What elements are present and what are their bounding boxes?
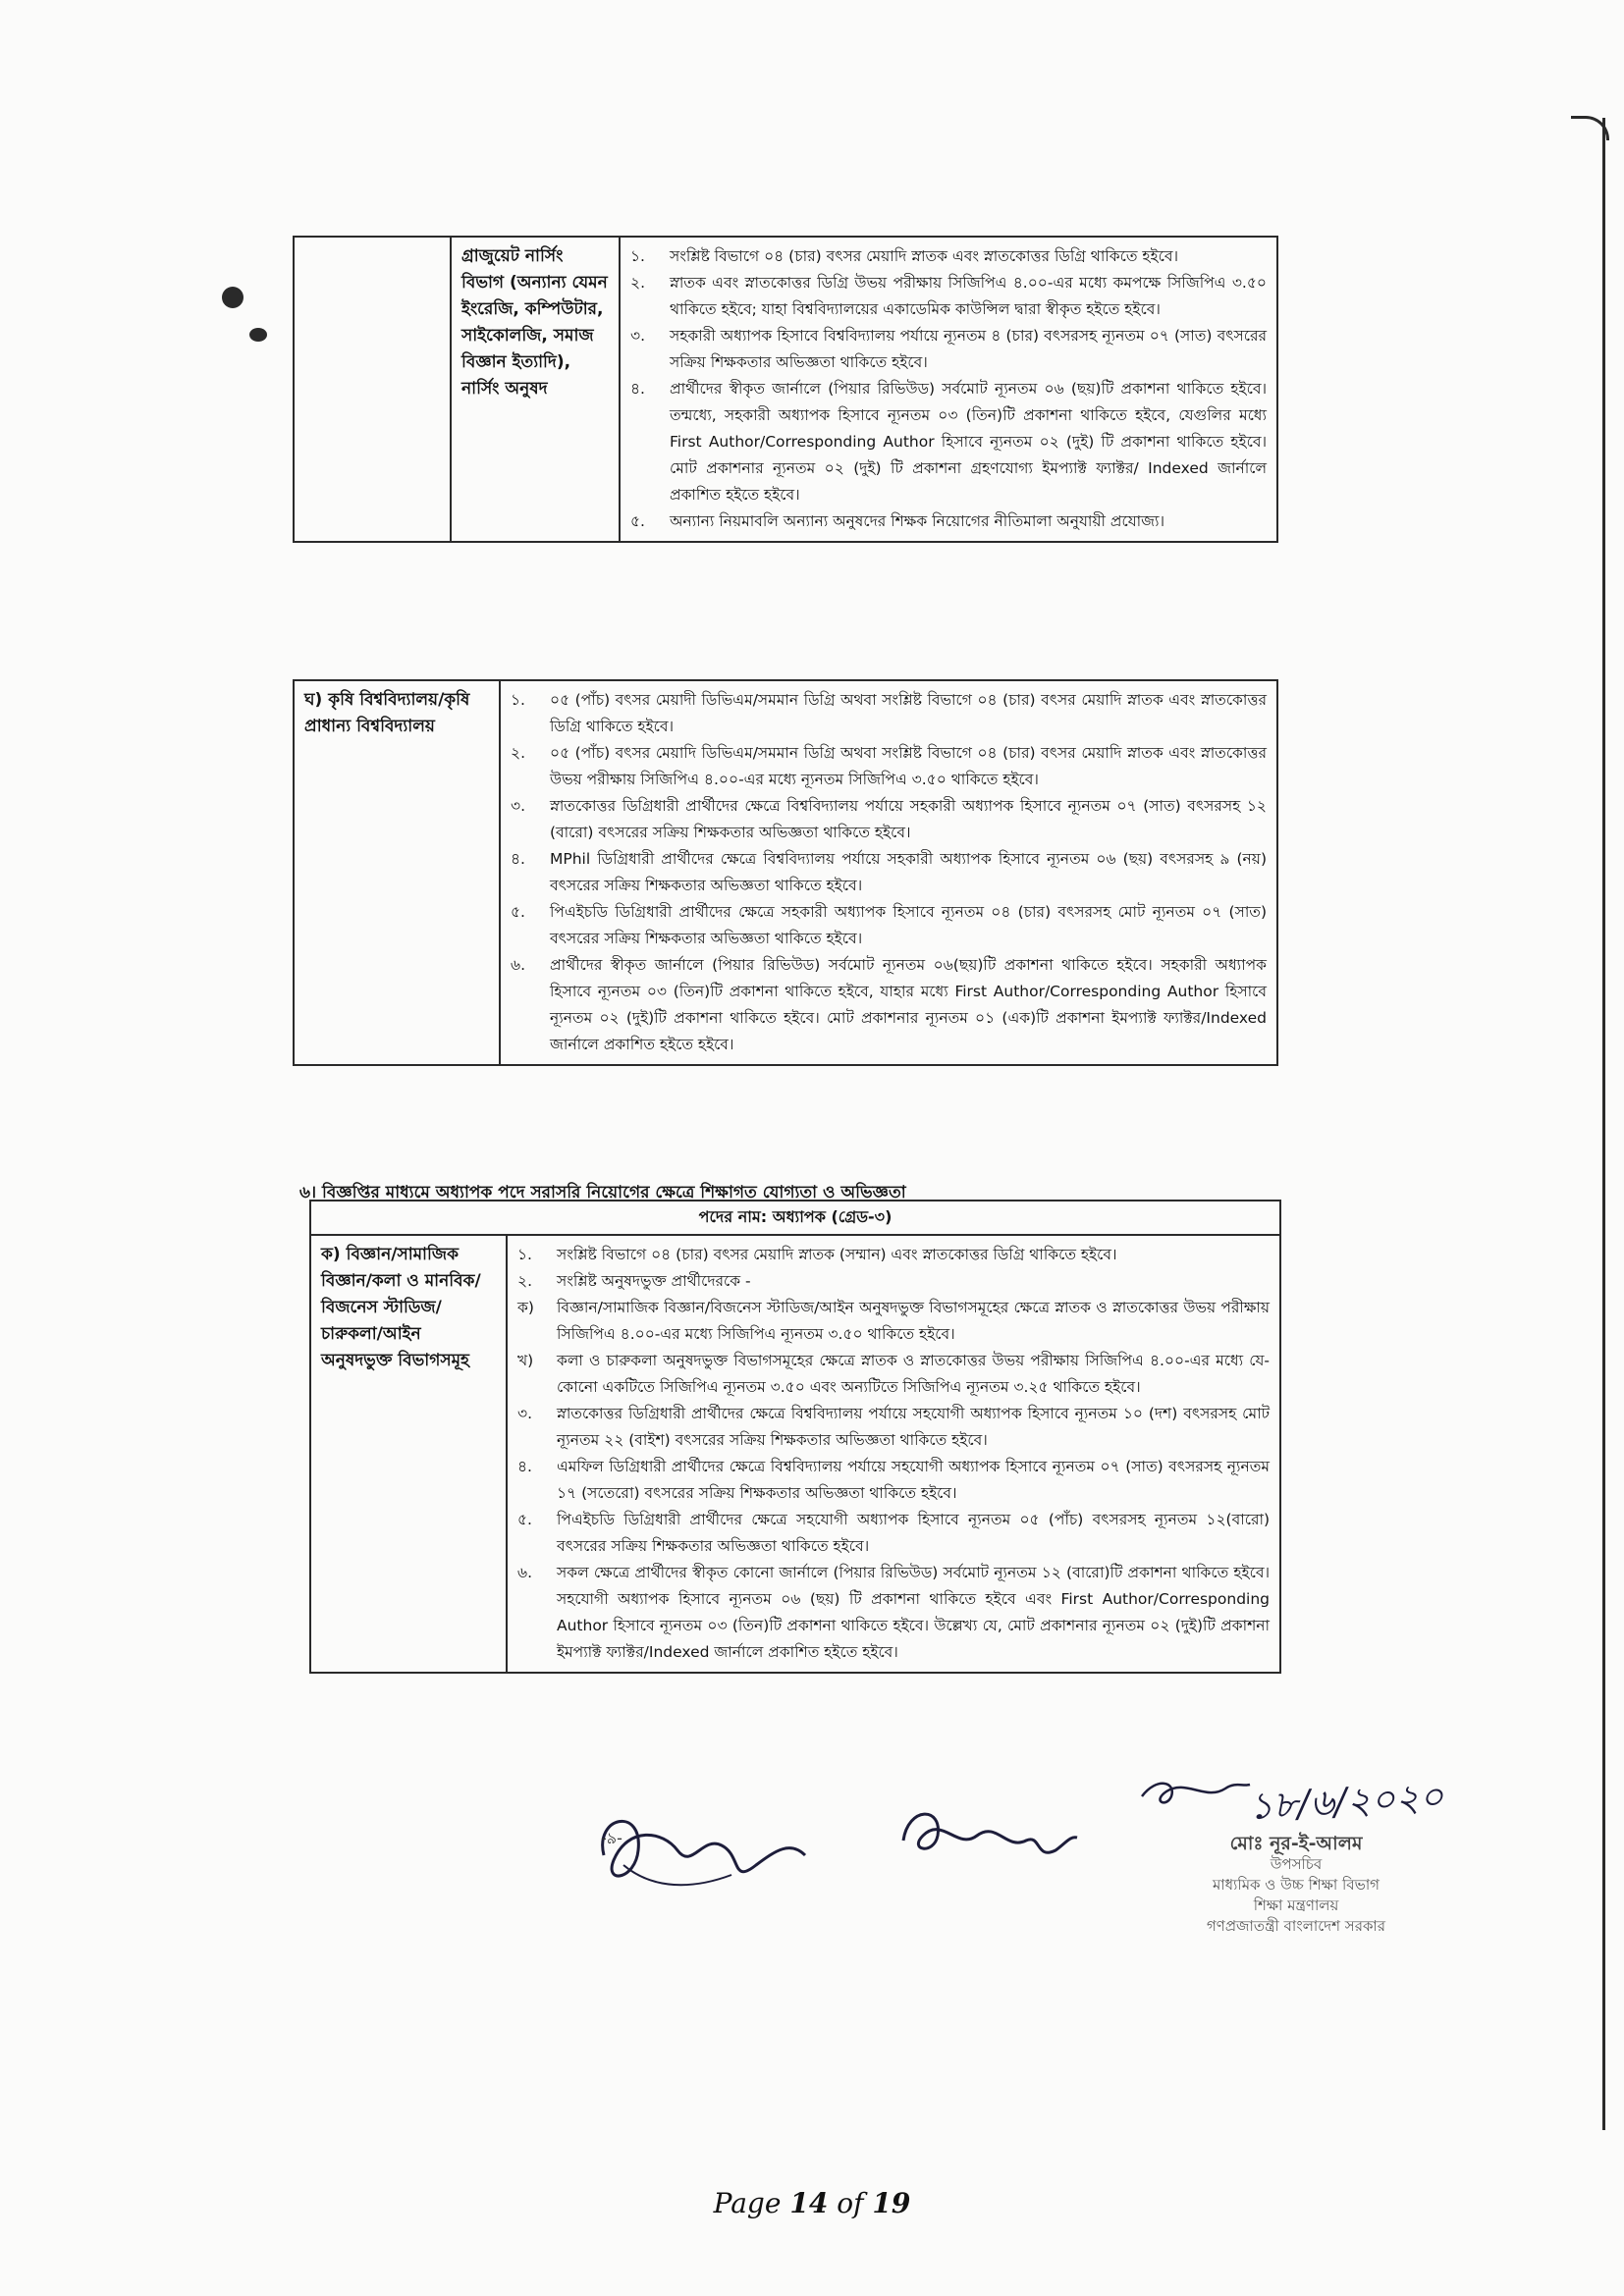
- item-number: ৪.: [630, 380, 645, 398]
- section-heading: ৬। বিজ্ঞপ্তির মাধ্যমে অধ্যাপক পদে সরাসরি নিয়োগের ক্ষেত্রে শিক্ষাগত যোগ্যতা ও অভিজ্ঞতা: [299, 1183, 906, 1202]
- item-number: ৪.: [511, 850, 525, 868]
- signature-right: [1137, 1767, 1255, 1816]
- ink-blot: [249, 328, 267, 342]
- list-item: [630, 508, 1267, 535]
- item-number: ২.: [630, 274, 646, 292]
- item-text: সহকারী অধ্যাপক হিসাবে বিশ্ববিদ্যালয় পর্যায়ে ন্যূনতম ৪ (চার) বৎসরসহ ন্যূনতম ০৭ (সাত) বৎসরের সক্রিয় শিক্ষকতার অভিজ্ঞতা থাকিতে হইবে।: [670, 327, 1267, 371]
- item-text: সংশ্লিষ্ট বিভাগে ০৪ (চার) বৎসর মেয়াদি স্নাতক এবং স্নাতকোত্তর ডিগ্রি থাকিতে হইবে।: [670, 247, 1178, 265]
- category-cell: ক) বিজ্ঞান/সামাজিক বিজ্ঞান/কলা ও মানবিক/ বিজনেস স্টাডিজ/ চারুকলা/আইন অনুষদভুক্ত বিভাগসমূহ: [310, 1235, 507, 1673]
- item-text: পিএইচডি ডিগ্রিধারী প্রার্থীদের ক্ষেত্রে সহযোগী অধ্যাপক হিসাবে ন্যূনতম ০৫ (পাঁচ) বৎসরসহ ন্যূনতম ১২(বারো) বৎসরের সক্রিয় শিক্ষকতার অভিজ্ঞতা থাকিতে হইবে।: [557, 1511, 1271, 1555]
- item-number: ৬.: [511, 956, 526, 974]
- stamp-designation: উপসচিব: [1270, 1855, 1323, 1873]
- list-item: [517, 1507, 1270, 1560]
- item-number: ২.: [511, 744, 526, 762]
- item-number: ১.: [511, 691, 525, 709]
- requirements-cell: [500, 680, 1277, 1065]
- scan-edge-line: [1602, 118, 1605, 2130]
- item-text: কলা ও চারুকলা অনুষদভুক্ত বিভাগসমূহের ক্ষেত্রে স্নাতক ও স্নাতকোত্তর উভয় পরীক্ষায় সিজিপিএ ৪.০০-এর মধ্যে যে-কোনো একটিতে সিজিপিএ ন্যূনতম ৩.৫০ এবং অন্যটিতে সিজিপিএ ন্যূনতম ৩.২৫ থাকিতে হইবে।: [557, 1352, 1271, 1396]
- requirements-list: [630, 243, 1267, 535]
- item-number: ৫.: [630, 512, 645, 530]
- item-text: MPhil ডিগ্রিধারী প্রার্থীদের ক্ষেত্রে বিশ্ববিদ্যালয় পর্যায়ে সহকারী অধ্যাপক হিসাবে ন্যূনতম ০৬ (ছয়) বৎসরসহ ৯ (নয়) বৎসরের সক্রিয় শিক্ষকতার অভিজ্ঞতা থাকিতে হইবে।: [550, 850, 1267, 894]
- list-item: [517, 1401, 1270, 1454]
- list-item: [517, 1295, 1270, 1348]
- requirements-list: [517, 1242, 1270, 1666]
- item-text: অন্যান্য নিয়মাবলি অন্যান্য অনুষদের শিক্ষক নিয়োগের নীতিমালা অনুযায়ী প্রযোজ্য।: [670, 512, 1165, 530]
- item-text: সংশ্লিষ্ট অনুষদভুক্ত প্রার্থীদেরকে -: [557, 1272, 751, 1290]
- list-item: [511, 846, 1267, 899]
- list-item: [630, 243, 1267, 270]
- list-item: [630, 376, 1267, 508]
- category-cell: গ্রাজুয়েট নার্সিং বিভাগ (অন্যান্য যেমন ইংরেজি, কম্পিউটার, সাইকোলজি, সমাজ বিজ্ঞান ইত্যাদি), নার্সিং অনুষদ: [451, 237, 620, 542]
- item-text: প্রার্থীদের স্বীকৃত জার্নালে (পিয়ার রিভিউড) সর্বমোট ন্যূনতম ০৬(ছয়)টি প্রকাশনা থাকিতে হইবে। সহকারী অধ্যাপক হিসাবে ন্যূনতম ০৩ (তিন)টি প্রকাশনা থাকিতে হইবে, যাহার মধ্যে First Author/Corresponding Author হিসাবে ন্যূনতম ০২ (দুই)টি প্রকাশনা থাকিতে হইবে। মোট প্রকাশনার ন্যূনতম ০১ (এক)টি প্রকাশনা ইমপ্যাক্ট ফ্যাক্টর/Indexed জার্নালে প্রকাশিত হইতে হইবে।: [550, 956, 1267, 1053]
- signature-middle: [889, 1796, 1085, 1875]
- stamp-ministry: শিক্ষা মন্ত্রণালয়: [1253, 1896, 1339, 1914]
- official-stamp: [1129, 1834, 1463, 1937]
- footer-of: of: [837, 2187, 864, 2219]
- qualification-table-agriculture: [293, 679, 1278, 1066]
- item-text: ০৫ (পাঁচ) বৎসর মেয়াদি ডিভিএম/সমমান ডিগ্রি অথবা সংশ্লিষ্ট বিভাগে ০৪ (চার) বৎসর মেয়াদি স্নাতক এবং স্নাতকোত্তর উভয় পরীক্ষায় সিজিপিএ ৪.০০-এর মধ্যে ন্যূনতম সিজিপিএ ৩.৫০ থাকিতে হইবে।: [550, 744, 1267, 788]
- requirements-cell: [507, 1235, 1280, 1673]
- footer-current-page: 14: [789, 2187, 829, 2219]
- item-number: খ): [517, 1352, 534, 1369]
- item-number: ৩.: [511, 797, 526, 815]
- item-number: ১.: [517, 1246, 532, 1263]
- item-number: ৬.: [517, 1564, 533, 1581]
- item-number: ২.: [517, 1272, 533, 1290]
- item-text: প্রার্থীদের স্বীকৃত জার্নালে (পিয়ার রিভিউড) সর্বমোট ন্যূনতম ০৬ (ছয়)টি প্রকাশনা থাকিতে হইবে। তন্মধ্যে, সহকারী অধ্যাপক হিসাবে ন্যূনতম ০৩ (তিন)টি প্রকাশনা থাকিতে হইবে, যেগুলির মধ্যে First Author/Corresponding Author হিসাবে ন্যূনতম ০২ (দুই) টি প্রকাশনা থাকিতে হইবে। মোট প্রকাশনার ন্যূনতম ০২ (দুই) টি প্রকাশনা গ্রহণযোগ্য ইমপ্যাক্ট ফ্যাক্টর/ Indexed জার্নালে প্রকাশিত হইতে হইবে।: [670, 380, 1267, 504]
- list-item: [630, 323, 1267, 376]
- list-item: [517, 1268, 1270, 1295]
- stamp-division: মাধ্যমিক ও উচ্চ শিক্ষা বিভাগ: [1212, 1876, 1380, 1894]
- item-text: স্নাতকোত্তর ডিগ্রিধারী প্রার্থীদের ক্ষেত্রে বিশ্ববিদ্যালয় পর্যায়ে সহকারী অধ্যাপক হিসাবে ন্যূনতম ০৭ (সাত) বৎসরসহ ১২ (বারো) বৎসরের সক্রিয় শিক্ষকতার অভিজ্ঞতা থাকিতে হইবে।: [550, 797, 1267, 841]
- list-item: [511, 899, 1267, 952]
- ink-blot: [222, 287, 244, 308]
- qualification-table-nursing: [293, 236, 1278, 543]
- list-item: [517, 1560, 1270, 1666]
- list-item: [517, 1242, 1270, 1268]
- page-footer: [0, 2187, 1624, 2219]
- item-number: ক): [517, 1299, 534, 1316]
- page-mark: -৯-: [601, 1829, 623, 1847]
- list-item: [511, 793, 1267, 846]
- footer-prefix: Page: [713, 2187, 782, 2219]
- item-text: স্নাতকোত্তর ডিগ্রিধারী প্রার্থীদের ক্ষেত্রে বিশ্ববিদ্যালয় পর্যায়ে সহযোগী অধ্যাপক হিসাবে ন্যূনতম ১০ (দশ) বৎসরসহ মোট ন্যূনতম ২২ (বাইশ) বৎসরের সক্রিয় শিক্ষকতার অভিজ্ঞতা থাকিতে হইবে।: [557, 1405, 1271, 1449]
- signature-date: ১৮/৬/২০২০: [1247, 1774, 1445, 1829]
- requirements-cell: [620, 237, 1277, 542]
- item-text: স্নাতক এবং স্নাতকোত্তর ডিগ্রি উভয় পরীক্ষায় সিজিপিএ ৪.০০-এর মধ্যে কমপক্ষে সিজিপিএ ৩.৫০ থাকিতে হইবে; যাহা বিশ্ববিদ্যালয়ের একাডেমিক কাউন্সিল দ্বারা স্বীকৃত হইতে হইবে।: [670, 274, 1267, 318]
- post-title: পদের নাম: অধ্যাপক (গ্রেড-৩): [310, 1201, 1280, 1235]
- list-item: [511, 952, 1267, 1058]
- item-number: ৫.: [517, 1511, 532, 1528]
- list-item: [511, 687, 1267, 740]
- category-cell: ঘ) কৃষি বিশ্ববিদ্যালয়/কৃষি প্রাধান্য বিশ্ববিদ্যালয়: [294, 680, 500, 1065]
- list-item: [517, 1348, 1270, 1401]
- item-text: এমফিল ডিগ্রিধারী প্রার্থীদের ক্ষেত্রে বিশ্ববিদ্যালয় পর্যায়ে সহযোগী অধ্যাপক হিসাবে ন্যূনতম ০৭ (সাত) বৎসরসহ ন্যূনতম ১৭ (সতেরো) বৎসরের সক্রিয় শিক্ষকতার অভিজ্ঞতা থাকিতে হইবে।: [557, 1458, 1271, 1502]
- list-item: [517, 1454, 1270, 1507]
- item-text: বিজ্ঞান/সামাজিক বিজ্ঞান/বিজনেস স্টাডিজ/আইন অনুষদভুক্ত বিভাগসমূহের ক্ষেত্রে স্নাতক ও স্নাতকোত্তর উভয় পরীক্ষায় সিজিপিএ ৪.০০-এর মধ্যে সিজিপিএ ন্যূনতম ৩.৫০ থাকিতে হইবে।: [557, 1299, 1271, 1343]
- stamp-name: মোঃ নূর-ই-আলম: [1229, 1833, 1363, 1854]
- item-number: ৪.: [517, 1458, 532, 1475]
- empty-cell: [294, 237, 451, 542]
- list-item: [630, 270, 1267, 323]
- stamp-government: গণপ্রজাতন্ত্রী বাংলাদেশ সরকার: [1206, 1917, 1386, 1935]
- list-item: [511, 740, 1267, 793]
- qualification-table-professor: [309, 1200, 1281, 1674]
- item-number: ১.: [630, 247, 645, 265]
- item-text: সংশ্লিষ্ট বিভাগে ০৪ (চার) বৎসর মেয়াদি স্নাতক (সম্মান) এবং স্নাতকোত্তর ডিগ্রি থাকিতে হইবে।: [557, 1246, 1117, 1263]
- requirements-list: [511, 687, 1267, 1058]
- item-number: ৩.: [517, 1405, 533, 1422]
- item-text: পিএইচডি ডিগ্রিধারী প্রার্থীদের ক্ষেত্রে সহকারী অধ্যাপক হিসাবে ন্যূনতম ০৪ (চার) বৎসরসহ মোট ন্যূনতম ০৭ (সাত) বৎসরের সক্রিয় শিক্ষকতার অভিজ্ঞতা থাকিতে হইবে।: [550, 903, 1267, 947]
- footer-total-pages: 19: [872, 2187, 911, 2219]
- item-text: সকল ক্ষেত্রে প্রার্থীদের স্বীকৃত কোনো জার্নালে (পিয়ার রিভিউড) সর্বমোট ন্যূনতম ১২ (বারো)টি প্রকাশনা থাকিতে হইবে। সহযোগী অধ্যাপক হিসাবে ন্যূনতম ০৬ (ছয়) টি প্রকাশনা থাকিতে হইবে এবং First Author/Corresponding Author হিসাবে ন্যূনতম ০৩ (তিন)টি প্রকাশনা থাকিতে হইবে। উল্লেখ্য যে, মোট প্রকাশনার ন্যূনতম ০২ (দুই)টি প্রকাশনা ইমপ্যাক্ট ফ্যাক্টর/Indexed জার্নালে প্রকাশিত হইতে হইবে।: [557, 1564, 1271, 1661]
- item-number: ৫.: [511, 903, 525, 921]
- item-text: ০৫ (পাঁচ) বৎসর মেয়াদী ডিভিএম/সমমান ডিগ্রি অথবা সংশ্লিষ্ট বিভাগে ০৪ (চার) বৎসর মেয়াদি স্নাতক এবং স্নাতকোত্তর ডিগ্রি থাকিতে হইবে।: [550, 691, 1267, 735]
- item-number: ৩.: [630, 327, 646, 345]
